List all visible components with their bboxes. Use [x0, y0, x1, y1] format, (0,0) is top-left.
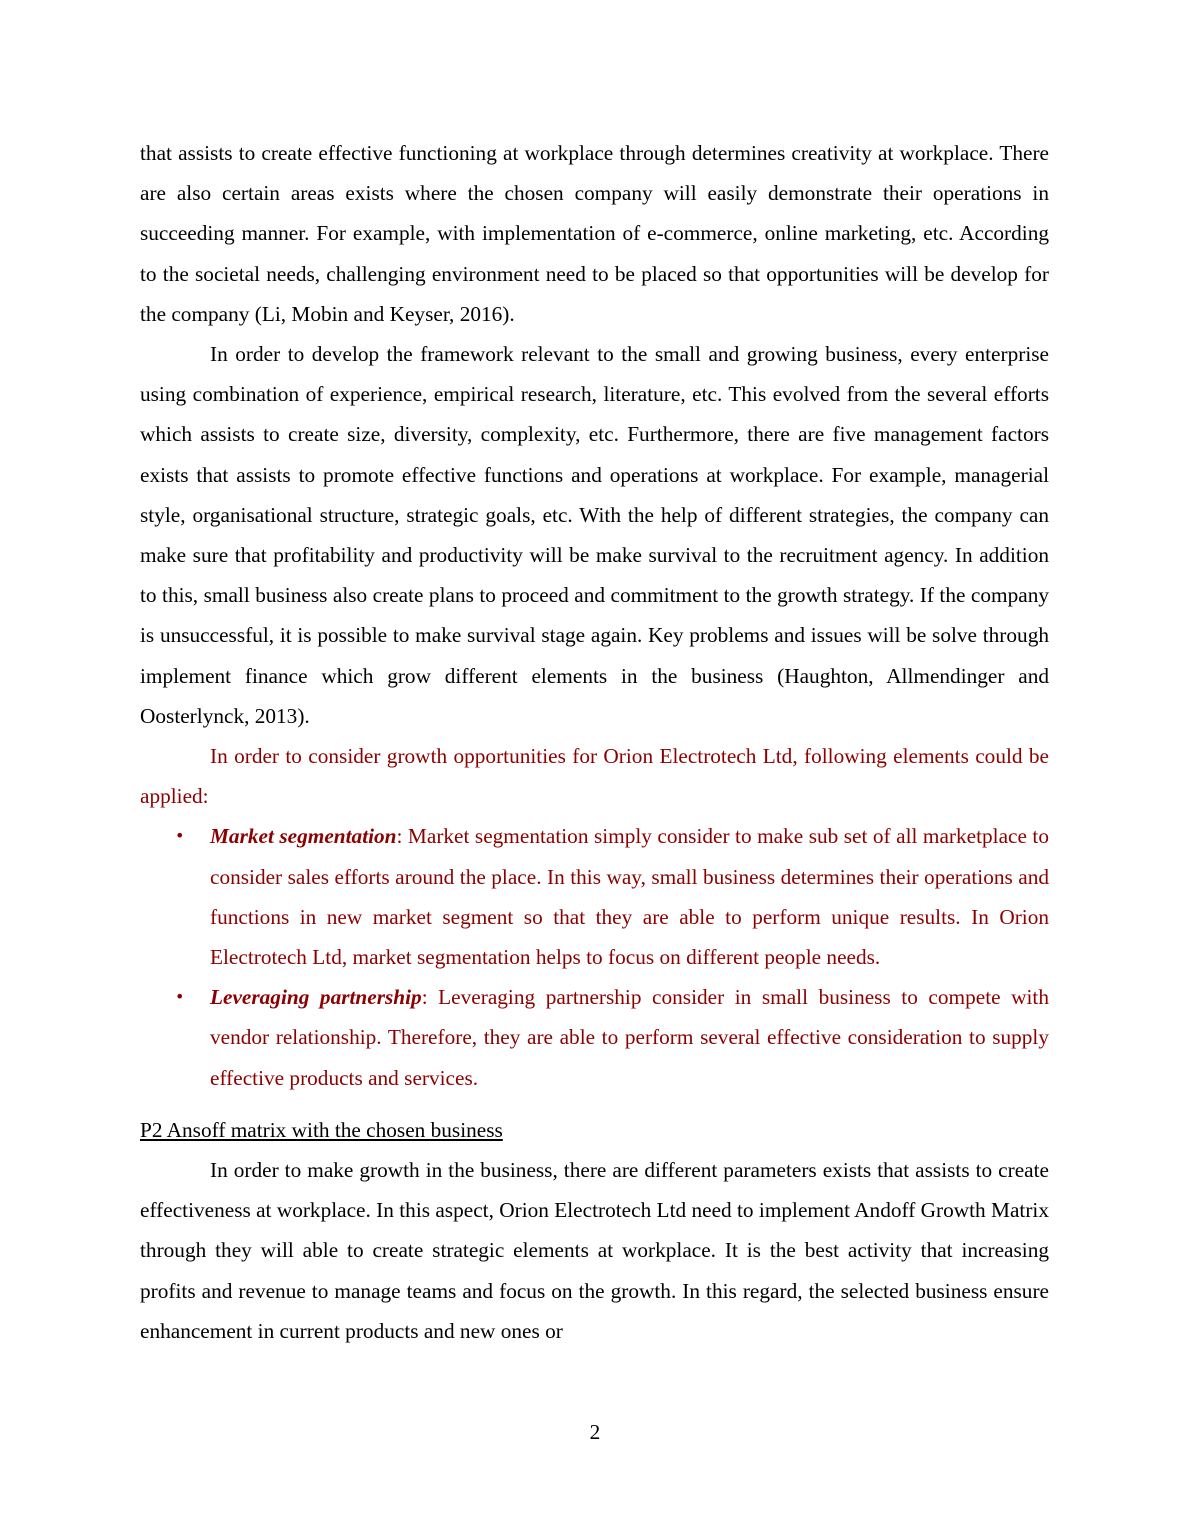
paragraph-ansoff: In order to make growth in the business, there are different parameters exists that assists to create effectiveness at workplace. In this aspect, Orion Electrotech Ltd need to implement Andoff Growth Matrix through they will able to create strategic elements at workplace. It is the best activity that increasing profits and revenue to manage teams and focus on the growth. In this regard, the selected business ensure enhancement in current products and new ones or — [140, 1158, 1049, 1343]
bullet-icon: • — [175, 826, 185, 846]
bullet-icon: • — [175, 987, 185, 1007]
term-market-segmentation: Market segmentation — [210, 824, 397, 849]
page-number: 2 — [589, 1420, 601, 1444]
list-item-market-segmentation — [140, 816, 1049, 977]
list-item-text — [210, 816, 1049, 977]
paragraph-framework: In order to develop the framework relevant to the small and growing business, every enterprise using combination of experience, empirical research, literature, etc. This evolved from the several efforts which assists to create size, diversity, complexity, etc. Furthermore, there are five management factors exists that assists to promote effective functions and operations at workplace. For example, managerial style, organisational structure, strategic goals, etc. With the help of different strategies, the company can make sure that profitability and productivity will be make survival to the recruitment agency. In addition to this, small business also create plans to proceed and commitment to the growth strategy. If the company is unsuccessful, it is possible to make survival stage again. Key problems and issues will be solve through implement finance which grow different elements in the business (Haughton, Allmendinger and Oosterlynck, 2013). — [140, 342, 1049, 728]
list-item-text — [210, 977, 1049, 1098]
description-leveraging-partnership: : Leveraging partnership consider in small business to compete with vendor relationship. Therefore, they are able to perform several effective consideration to supply effective products and services. — [210, 985, 1049, 1090]
paragraph-growth-opportunities: In order to consider growth opportunities for Orion Electrotech Ltd, following elements could be applied: — [140, 744, 1049, 809]
section-heading: P2 Ansoff matrix with the chosen business — [140, 1117, 503, 1142]
list-item-leveraging-partnership — [140, 977, 1049, 1098]
growth-elements-list — [140, 816, 1049, 1097]
term-leveraging-partnership: Leveraging partnership — [210, 985, 422, 1010]
page-content — [140, 133, 1049, 1351]
paragraph-continuation: that assists to create effective functioning at workplace through determines creativity at workplace. There are also certain areas exists where the chosen company will easily demonstrate their operations in succeeding manner. For example, with implementation of e-commerce, online marketing, etc. According to the societal needs, challenging environment need to be placed so that opportunities will be develop for the company (Li, Mobin and Keyser, 2016). — [140, 141, 1049, 326]
description-market-segmentation: : Market segmentation simply consider to make sub set of all marketplace to consider sales efforts around the place. In this way, small business determines their operations and functions in new market segment so that they are able to perform unique results. In Orion Electrotech Ltd, market segmentation helps to focus on different people needs. — [210, 824, 1049, 970]
